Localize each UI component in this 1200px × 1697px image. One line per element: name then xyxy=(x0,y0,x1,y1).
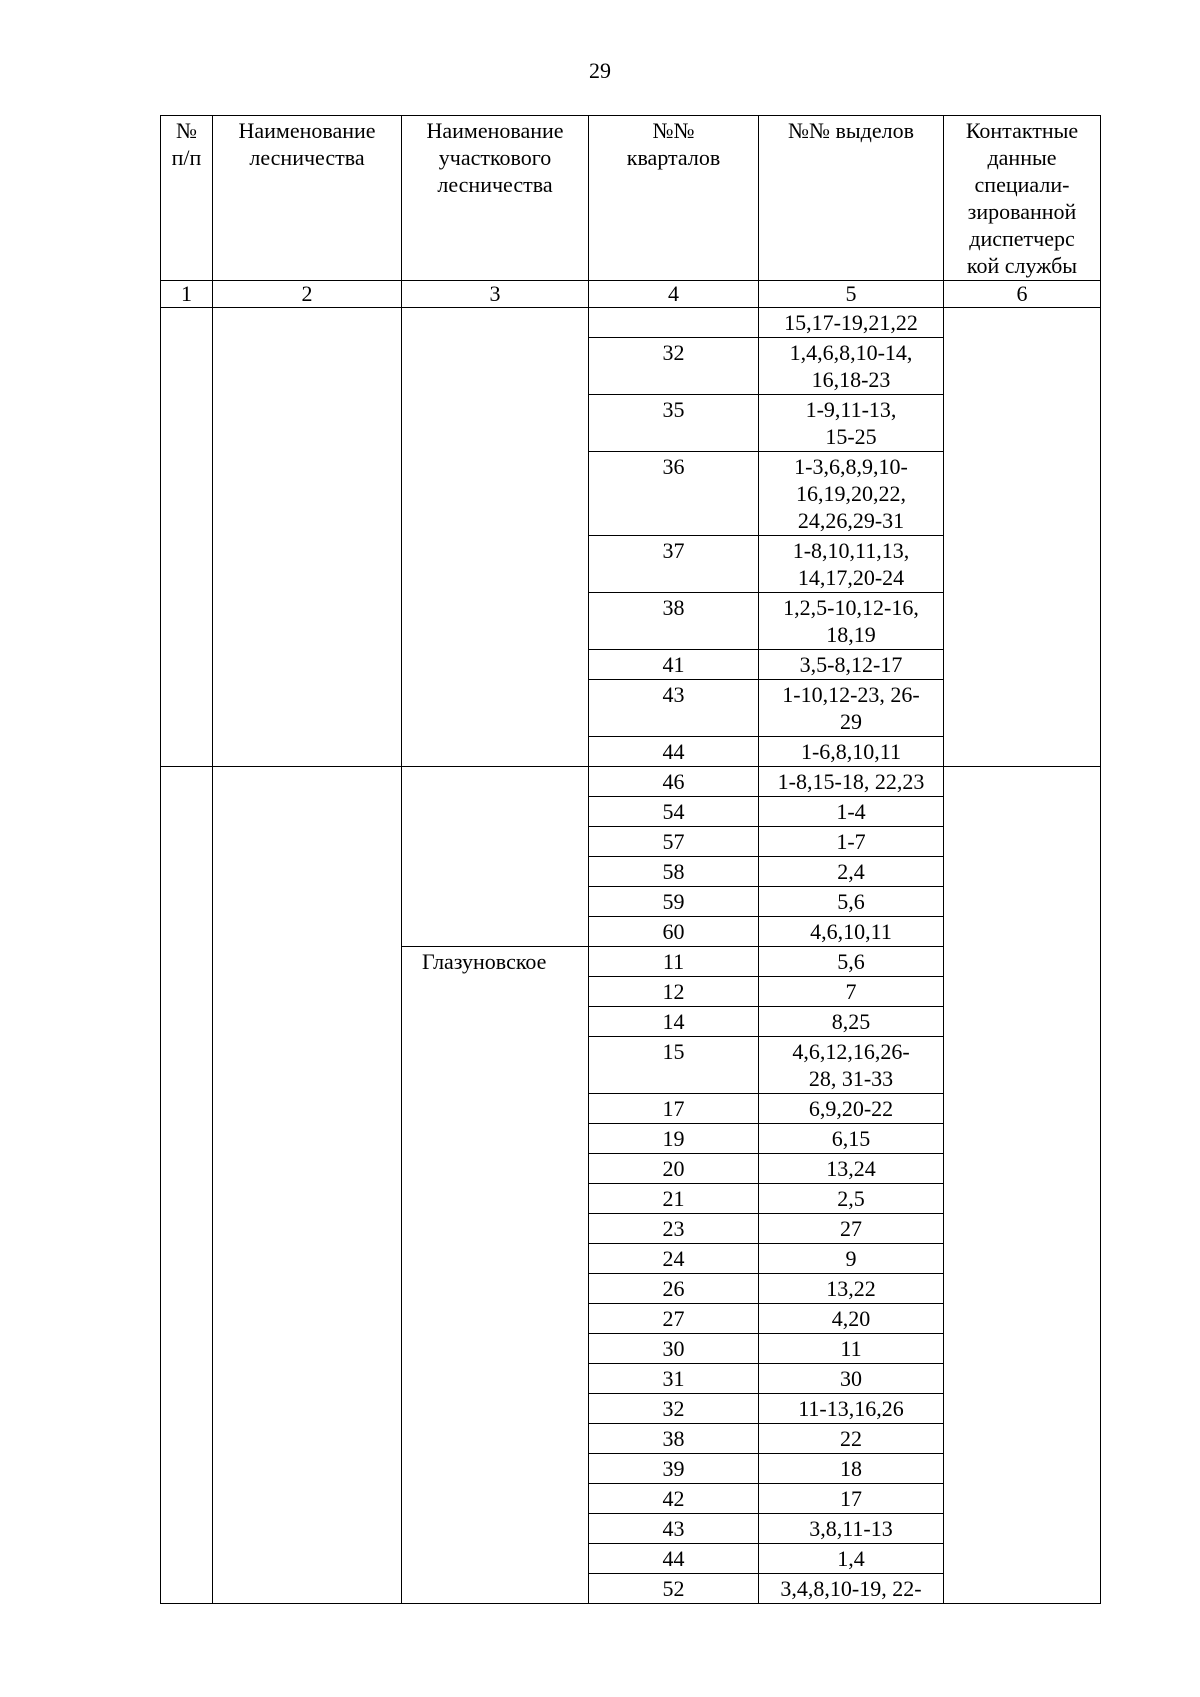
allotments-cell-line: 4,6,12,16,26- xyxy=(792,1039,910,1064)
quarter-cell-line: 32 xyxy=(662,340,685,365)
table-row xyxy=(161,308,1101,338)
allotments-cell xyxy=(759,1424,944,1454)
quarter-cell xyxy=(589,1574,759,1604)
table-body xyxy=(161,308,1101,1604)
allotments-cell-line: 13,22 xyxy=(826,1276,876,1301)
allotments-cell xyxy=(759,1094,944,1124)
quarter-cell xyxy=(589,1484,759,1514)
quarter-cell xyxy=(589,1334,759,1364)
quarter-cell xyxy=(589,1424,759,1454)
quarter-cell xyxy=(589,1244,759,1274)
quarter-cell-line: 38 xyxy=(662,1426,685,1451)
quarter-cell-line: 44 xyxy=(662,1546,685,1571)
quarter-cell-line: 15 xyxy=(662,1039,685,1064)
quarter-cell xyxy=(589,1094,759,1124)
district-forestry-cell xyxy=(402,308,589,767)
allotments-cell xyxy=(759,737,944,767)
column-number: 1 xyxy=(161,281,213,308)
allotments-cell-line: 9 xyxy=(845,1246,857,1271)
header-district-forestry: Наименование участкового лесничества xyxy=(402,116,589,281)
quarter-cell-line: 43 xyxy=(662,1516,685,1541)
quarter-cell: 60 xyxy=(589,917,759,947)
quarter-cell-line: 44 xyxy=(662,739,685,764)
allotments-cell xyxy=(759,395,944,452)
quarter-cell xyxy=(589,1394,759,1424)
allotments-cell-line: 18 xyxy=(840,1456,862,1481)
quarter-cell xyxy=(589,650,759,680)
table-row xyxy=(161,767,1101,797)
allotments-cell xyxy=(759,338,944,395)
allotments-cell-line: 7 xyxy=(845,979,857,1004)
quarter-cell-line: 23 xyxy=(662,1216,685,1241)
quarter-cell-line: 39 xyxy=(662,1456,685,1481)
quarter-cell xyxy=(589,1544,759,1574)
quarter-cell-line: 52 xyxy=(662,1576,685,1601)
row-number-cell xyxy=(161,308,213,767)
quarter-cell-line xyxy=(591,480,756,507)
allotments-cell-line: 4,20 xyxy=(831,1306,871,1331)
allotments-cell-line: 22 xyxy=(840,1426,862,1451)
allotments-cell: 4,6,10,11 xyxy=(759,917,944,947)
allotments-cell xyxy=(759,680,944,737)
header-contacts: Контактные данные специали- зированной диспетчерс кой службы xyxy=(944,116,1101,281)
allotments-cell xyxy=(759,1484,944,1514)
allotments-cell-line: 17 xyxy=(840,1486,862,1511)
allotments-cell-line: 16,18-23 xyxy=(811,367,891,392)
quarter-cell-line: 19 xyxy=(662,1126,685,1151)
quarter-cell xyxy=(589,977,759,1007)
allotments-cell: 1-7 xyxy=(759,827,944,857)
header-row xyxy=(161,116,1101,281)
quarter-cell-line: 30 xyxy=(662,1336,685,1361)
column-number: 6 xyxy=(944,281,1101,308)
allotments-cell-line: 13,24 xyxy=(826,1156,876,1181)
quarter-cell-line: 14 xyxy=(662,1009,685,1034)
quarter-cell-line: 31 xyxy=(662,1366,685,1391)
quarter-cell xyxy=(589,1124,759,1154)
district-forestry-cell xyxy=(402,767,589,947)
allotments-cell-line: 1-9,11-13, xyxy=(805,397,897,422)
quarter-cell-line: 42 xyxy=(662,1486,685,1511)
header-allotments: №№ выделов xyxy=(759,116,944,281)
allotments-cell xyxy=(759,1304,944,1334)
allotments-cell-line: 30 xyxy=(840,1366,862,1391)
column-number-row xyxy=(161,281,1101,308)
header-number: № п/п xyxy=(161,116,213,281)
quarter-cell-line: 20 xyxy=(662,1156,685,1181)
quarter-cell-line xyxy=(591,564,756,591)
allotments-cell-line: 3,5-8,12-17 xyxy=(799,652,903,677)
allotments-cell xyxy=(759,977,944,1007)
allotments-cell-line: 1-6,8,10,11 xyxy=(800,739,901,764)
quarter-cell xyxy=(589,1364,759,1394)
quarter-cell xyxy=(589,1454,759,1484)
quarter-cell-line: 24 xyxy=(662,1246,685,1271)
allotments-cell-line: 8,25 xyxy=(831,1009,871,1034)
quarter-cell: 58 xyxy=(589,857,759,887)
quarter-cell xyxy=(589,395,759,452)
allotments-cell-line: 2,5 xyxy=(837,1186,865,1211)
quarter-cell-line: 11 xyxy=(662,949,685,974)
quarter-cell-line: 36 xyxy=(662,454,685,479)
allotments-cell-line: 6,15 xyxy=(831,1126,871,1151)
district-forestry-cell: Глазуновское xyxy=(402,947,589,1604)
allotments-cell xyxy=(759,1184,944,1214)
quarter-cell-line: 35 xyxy=(662,397,685,422)
quarter-cell xyxy=(589,1154,759,1184)
quarter-cell xyxy=(589,1214,759,1244)
allotments-cell xyxy=(759,1124,944,1154)
allotments-cell xyxy=(759,308,944,338)
row-number-cell xyxy=(161,767,213,1604)
allotments-cell xyxy=(759,1364,944,1394)
quarter-cell-line xyxy=(591,366,756,393)
quarter-cell-line xyxy=(591,423,756,450)
forestry-cell xyxy=(213,767,402,1604)
quarter-cell xyxy=(589,1007,759,1037)
contacts-cell xyxy=(944,767,1101,1604)
allotments-cell: 5,6 xyxy=(759,887,944,917)
contacts-cell xyxy=(944,308,1101,767)
quarter-cell: 59 xyxy=(589,887,759,917)
quarter-cell-line: 43 xyxy=(662,682,685,707)
quarter-cell xyxy=(589,593,759,650)
quarter-cell-line: 12 xyxy=(662,979,685,1004)
allotments-cell xyxy=(759,1334,944,1364)
allotments-cell-line: 24,26,29-31 xyxy=(797,508,905,533)
allotments-cell-line: 3,4,8,10-19, 22- xyxy=(780,1576,922,1601)
allotments-cell-line: 18,19 xyxy=(826,622,876,647)
allotments-cell xyxy=(759,1007,944,1037)
allotments-cell xyxy=(759,1274,944,1304)
allotments-cell xyxy=(759,1514,944,1544)
allotments-cell-line: 1,2,5-10,12-16, xyxy=(783,595,919,620)
allotments-cell xyxy=(759,1454,944,1484)
quarter-cell xyxy=(589,1514,759,1544)
quarter-cell xyxy=(589,1184,759,1214)
allotments-cell xyxy=(759,947,944,977)
allotments-cell xyxy=(759,1394,944,1424)
allotments-cell xyxy=(759,1574,944,1604)
quarter-cell-line: 38 xyxy=(662,595,685,620)
quarter-cell xyxy=(589,680,759,737)
column-number: 5 xyxy=(759,281,944,308)
page-number: 29 xyxy=(589,58,611,83)
quarter-cell-line: 37 xyxy=(662,538,685,563)
allotments-cell xyxy=(759,1214,944,1244)
allotments-cell-line: 1,4,6,8,10-14, xyxy=(789,340,913,365)
allotments-cell xyxy=(759,536,944,593)
allotments-cell-line: 15,17-19,21,22 xyxy=(784,310,918,335)
allotments-cell-line: 14,17,20-24 xyxy=(797,565,905,590)
quarter-cell xyxy=(589,737,759,767)
quarter-cell xyxy=(589,338,759,395)
allotments-cell-line: 16,19,20,22, xyxy=(796,481,906,506)
allotments-cell-line: 5,6 xyxy=(837,949,865,974)
quarter-cell-line: 21 xyxy=(662,1186,685,1211)
allotments-cell xyxy=(759,1544,944,1574)
quarter-cell: 46 xyxy=(589,767,759,797)
allotments-cell-line: 1,4 xyxy=(837,1546,865,1571)
quarter-cell-line xyxy=(591,1065,756,1092)
quarter-cell xyxy=(589,536,759,593)
quarter-cell-line: 26 xyxy=(662,1276,685,1301)
quarter-cell-line xyxy=(591,507,756,534)
column-number: 2 xyxy=(213,281,402,308)
allotments-cell-line: 11 xyxy=(840,1336,862,1361)
allotments-cell xyxy=(759,452,944,536)
forestry-cell xyxy=(213,308,402,767)
quarter-cell xyxy=(589,452,759,536)
allotments-cell xyxy=(759,650,944,680)
allotments-cell: 2,4 xyxy=(759,857,944,887)
quarter-cell: 54 xyxy=(589,797,759,827)
quarter-cell-line xyxy=(591,708,756,735)
quarter-cell xyxy=(589,947,759,977)
allotments-cell-line: 27 xyxy=(840,1216,862,1241)
quarter-cell-line xyxy=(591,621,756,648)
header-quarters: №№ кварталов xyxy=(589,116,759,281)
allotments-cell: 1-4 xyxy=(759,797,944,827)
allotments-cell xyxy=(759,1037,944,1094)
allotments-cell: 1-8,15-18, 22,23 xyxy=(759,767,944,797)
quarter-cell xyxy=(589,1274,759,1304)
column-number: 3 xyxy=(402,281,589,308)
allotments-cell-line: 3,8,11-13 xyxy=(809,1516,893,1541)
quarter-cell-line: 17 xyxy=(662,1096,685,1121)
column-number: 4 xyxy=(589,281,759,308)
allotments-cell-line: 1-10,12-23, 26- xyxy=(782,682,920,707)
quarter-cell xyxy=(589,308,759,338)
quarter-cell-line: 27 xyxy=(662,1306,685,1331)
header-forestry: Наименование лесничества xyxy=(213,116,402,281)
allotments-cell-line: 11-13,16,26 xyxy=(798,1396,904,1421)
quarter-cell-line: 32 xyxy=(662,1396,685,1421)
allotments-cell-line: 1-3,6,8,9,10- xyxy=(794,454,908,479)
quarter-cell-line: 41 xyxy=(662,652,685,677)
forestry-table xyxy=(160,115,1101,1604)
quarter-cell xyxy=(589,1304,759,1334)
allotments-cell-line: 1-8,10,11,13, xyxy=(792,538,910,563)
quarter-cell xyxy=(589,1037,759,1094)
allotments-cell-line: 15-25 xyxy=(825,424,877,449)
allotments-cell-line: 6,9,20-22 xyxy=(808,1096,894,1121)
allotments-cell xyxy=(759,593,944,650)
allotments-cell xyxy=(759,1154,944,1184)
quarter-cell-line xyxy=(591,309,756,336)
allotments-cell-line: 28, 31-33 xyxy=(808,1066,894,1091)
quarter-cell: 57 xyxy=(589,827,759,857)
allotments-cell-line: 29 xyxy=(840,709,862,734)
allotments-cell xyxy=(759,1244,944,1274)
